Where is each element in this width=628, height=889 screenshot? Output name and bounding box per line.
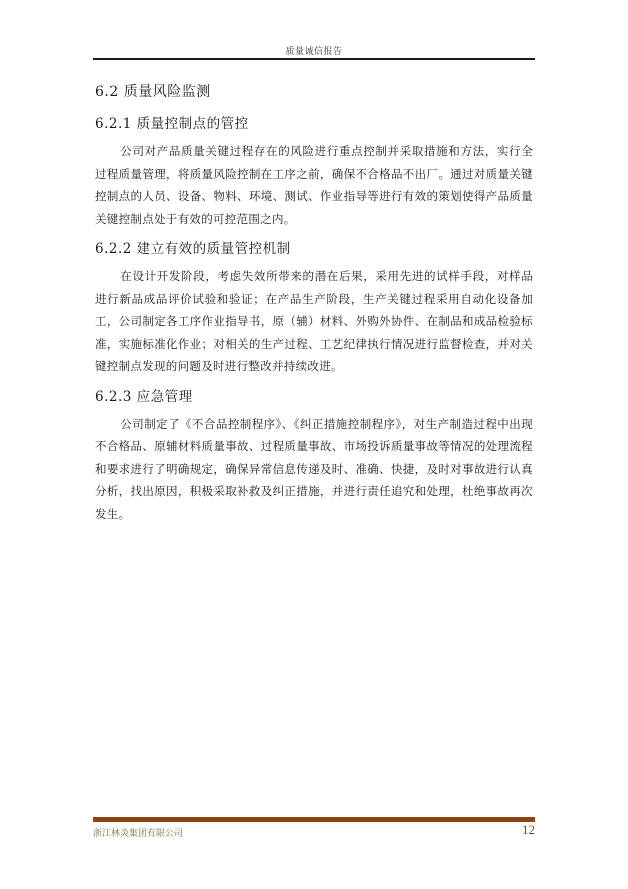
page-number: 12 xyxy=(522,822,535,837)
section-title: 6.2 质量风险监测 xyxy=(95,84,211,100)
document-body xyxy=(95,83,533,535)
paragraph-6-2-3: 公司制定了《不合品控制程序》、《纠正措施控制程序》，对生产制造过程中出现不合格品、原辅材料质量事故、过程质量事故、市场投诉质量事故等情况的处理流程和要求进行了明确规定，确保异常信息传递及时、准确、快捷，及时对事故进行认真分析，找出原因，积极采取补救及纠正措施，并进行责任追究和处理，杜绝事故再次发生。 xyxy=(95,416,533,521)
page-header-title: 质量诚信报告 xyxy=(285,47,343,57)
footer-divider xyxy=(93,817,535,822)
paragraph-6-2-2: 在设计开发阶段，考虑失效所带来的潜在后果，采用先进的试样手段，对样品进行新品成品评价试验和验证；在产品生产阶段，生产关键过程采用自动化设备加工，公司制定各工序作业指导书，原（辅）材料、外购外协件、在制品和成品检验标准，实施标准化作业；对相关的生产过程、工艺纪律执行情况进行监督检查，并对关键控制点发现的问题及时进行整改并持续改进。 xyxy=(95,269,533,373)
header-divider xyxy=(93,58,535,60)
footer-company-name: 浙江林炎集团有限公司 xyxy=(93,829,184,839)
subsection-title-6-2-1: 6.2.1 质量控制点的管控 xyxy=(95,116,249,132)
paragraph-6-2-1: 公司对产品质量关键过程存在的风险进行重点控制并采取措施和方法，实行全过程质量管理，将质量风险控制在工序之前，确保不合格品不出厂。通过对质量关键控制点的人员、设备、物料、环境、测试、作业指导等进行有效的策划使得产品质量关键控制点处于有效的可控范围之内。 xyxy=(95,144,533,226)
subsection-title-6-2-2: 6.2.2 建立有效的质量管控机制 xyxy=(95,241,291,257)
subsection-title-6-2-3: 6.2.3 应急管理 xyxy=(95,388,193,405)
